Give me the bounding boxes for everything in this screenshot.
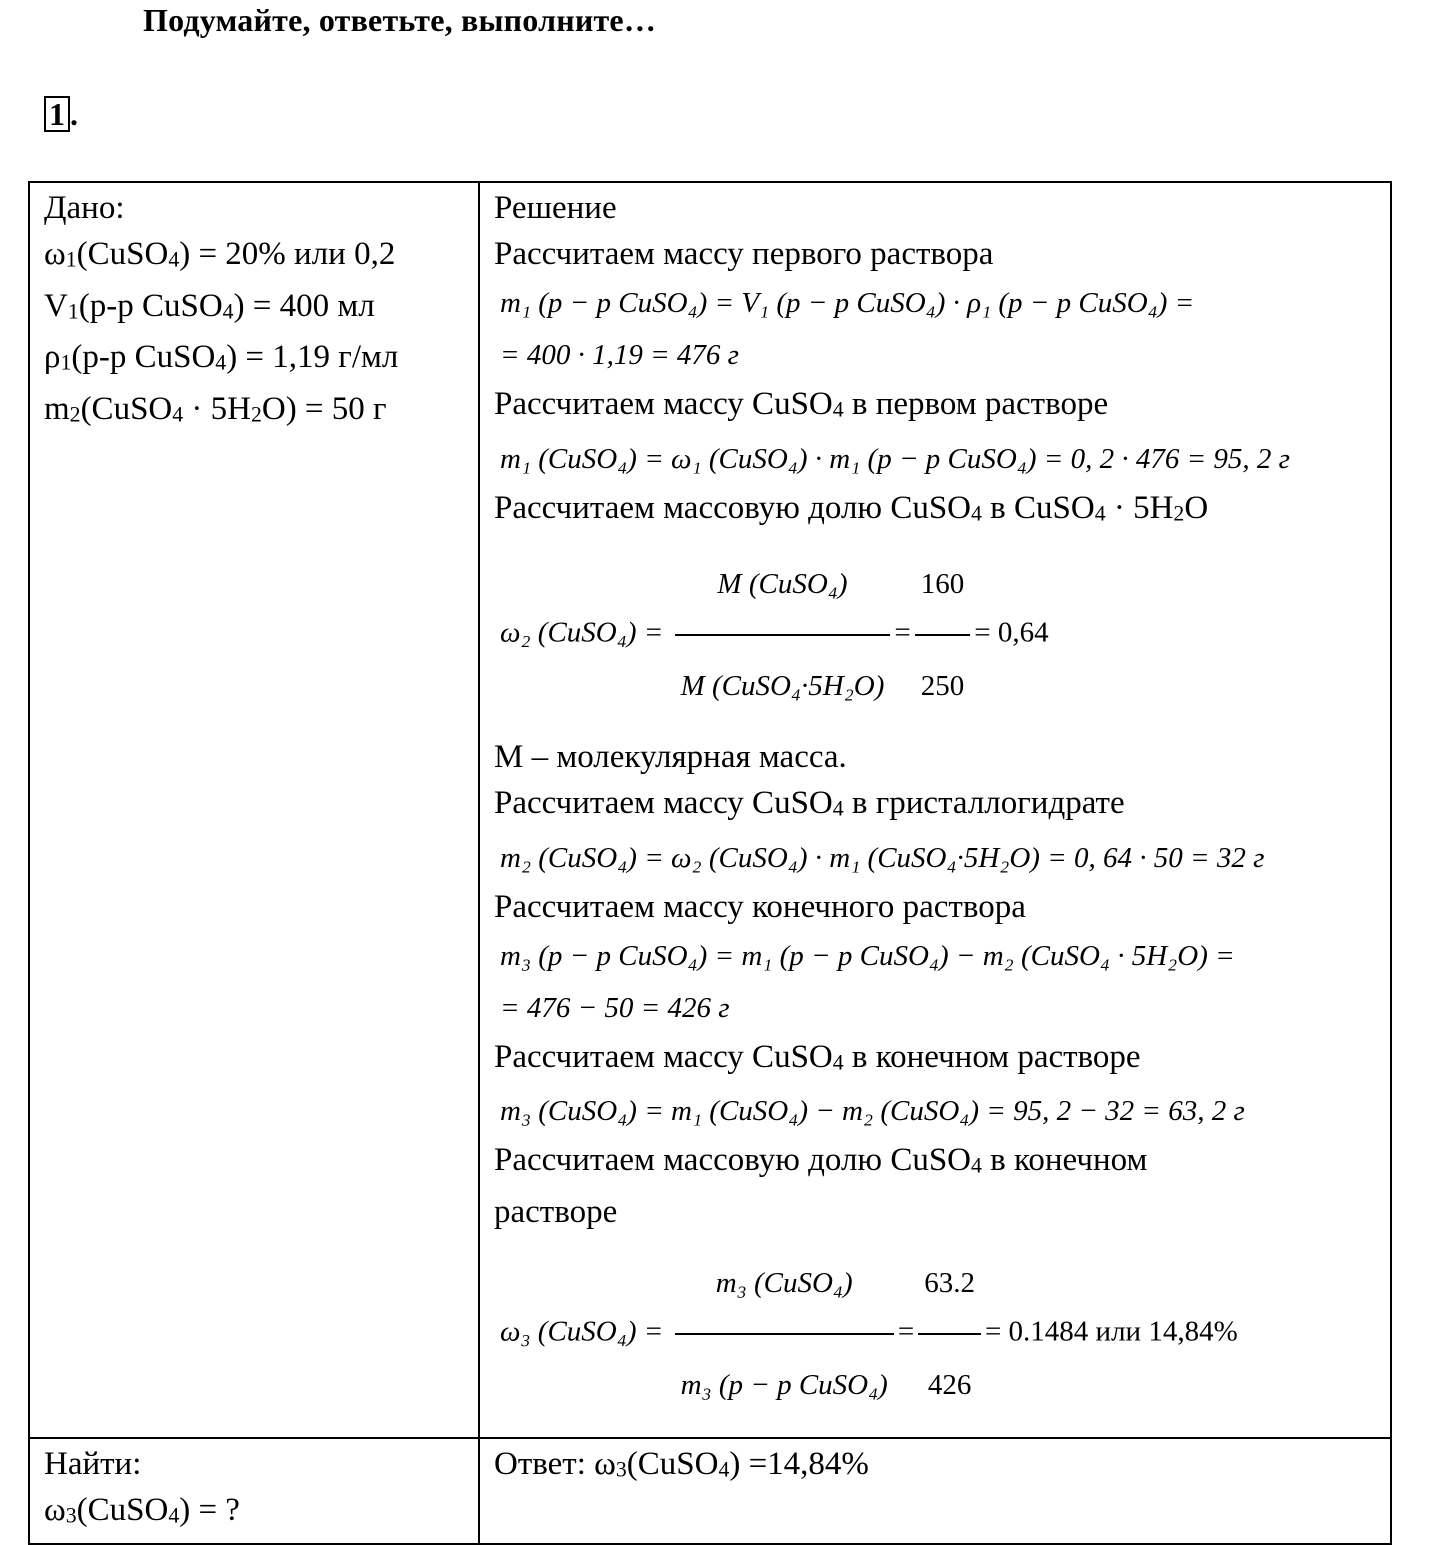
- step-2-text: Рассчитаем массу CuSO4 в первом растворе: [494, 386, 1109, 422]
- solution-title: Решение: [494, 190, 617, 226]
- given-title: Дано:: [44, 190, 125, 226]
- formula-3-result: = 0,64: [974, 616, 1049, 649]
- task-number: 1 .: [44, 96, 78, 132]
- fraction-numerator: 160: [915, 536, 971, 636]
- find-cell: [29, 1438, 479, 1544]
- step-7-text: Рассчитаем массовую долю CuSO4 в конечном: [494, 1142, 1148, 1179]
- step-4-text: Рассчитаем массу CuSO4 в гристаллогидрате: [494, 785, 1125, 822]
- step-7-text-cont: растворе: [494, 1194, 618, 1231]
- fraction-numerator: 63.2: [918, 1235, 981, 1335]
- answer-text: Ответ: ω3(CuSO4) =14,84%: [494, 1446, 869, 1483]
- formula-7: ω₃ (CuSO₄) = $\frac{\text{m₃ (CuSO₄)}}{\text{m₃ (p − p CuSO₄)}}$ = $\frac{63.2}{426}$ = 0.1484 или 14,84%: [494, 1235, 1376, 1433]
- solution-table: [28, 181, 1392, 1545]
- formula-7-result: = 0.1484 или 14,84%: [984, 1315, 1238, 1348]
- find-title: Найти:: [44, 1446, 142, 1483]
- fraction-numerator: M (CuSO₄): [675, 536, 891, 636]
- fraction-denominator: 250: [920, 670, 965, 703]
- formula-6: m₃ (CuSO₄) = m₁ (CuSO₄) − m₂ (CuSO₄) = 95, 2 − 32 = 63, 2 г: [500, 1095, 1245, 1128]
- solution-cell: [479, 182, 1391, 1438]
- find-target: ω3(CuSO4) = ?: [44, 1492, 240, 1529]
- formula-2: m₁ (CuSO₄) = ω₁ (CuSO₄) · m₁ (p − p CuSO₄) = 0, 2 · 476 = 95, 2 г: [500, 442, 1290, 475]
- given-cell: [29, 182, 479, 1438]
- step-6-text: Рассчитаем массу CuSO4 в конечном растворе: [494, 1038, 1141, 1075]
- formula-3: ω₂ (CuSO₄) = $\frac{\text{M (CuSO₄)}}{\text{M (CuSO₄·5H₂O)}}$ = $\frac{160}{250}$ = 0,64: [494, 536, 1376, 734]
- fraction-denominator: m₃ (p − p CuSO₄): [680, 1369, 888, 1402]
- page-heading: Подумайте, ответьте, выполните…: [143, 2, 657, 38]
- formula-1b: = 400 · 1,19 = 476 г: [500, 339, 739, 371]
- given-mass-fraction: ω1(CuSO4) = 20% или 0,2: [44, 236, 396, 272]
- note-molar-mass: М – молекулярная масса.: [494, 739, 847, 776]
- formula-4: m₂ (CuSO₄) = ω₂ (CuSO₄) · m₁ (CuSO₄·5H₂O) = 0, 64 · 50 = 32 г: [500, 841, 1265, 874]
- fraction-numerator: m₃ (CuSO₄): [675, 1235, 894, 1335]
- given-crystal-mass: m2(CuSO4 · 5H2O) = 50 г: [44, 390, 387, 427]
- step-1-text: Рассчитаем массу первого раствора: [494, 236, 994, 272]
- fraction-values: [915, 536, 971, 734]
- formula-3-lhs: ω₂ (CuSO₄) =: [500, 616, 664, 649]
- fraction-denominator: M (CuSO₄·5H₂O): [680, 670, 885, 703]
- fraction-values: [918, 1235, 981, 1433]
- formula-1a: m₁ (p − p CuSO₄) = V₁ (p − p CuSO₄) · ρ₁ (p − p CuSO₄) =: [500, 287, 1195, 319]
- fraction-molar-mass: [675, 536, 891, 734]
- task-number-box: 1: [44, 96, 70, 132]
- fraction-mass-ratio: [675, 1235, 894, 1433]
- given-density: ρ1(р-р CuSO4) = 1,19 г/мл: [44, 339, 399, 376]
- fraction-denominator: 426: [927, 1369, 972, 1402]
- answer-cell: [479, 1438, 1391, 1544]
- step-3-text: Рассчитаем массовую долю CuSO4 в CuSO4 · 5H2O: [494, 489, 1209, 526]
- formula-5a: m₃ (p − p CuSO₄) = m₁ (p − p CuSO₄) − m₂ (CuSO₄ · 5H₂O) =: [500, 939, 1235, 972]
- given-volume: V1(р-р CuSO4) = 400 мл: [44, 287, 375, 324]
- formula-5b: = 476 − 50 = 426 г: [500, 991, 730, 1024]
- formula-7-lhs: ω₃ (CuSO₄) =: [500, 1315, 664, 1348]
- step-5-text: Рассчитаем массу конечного раствора: [494, 888, 1026, 925]
